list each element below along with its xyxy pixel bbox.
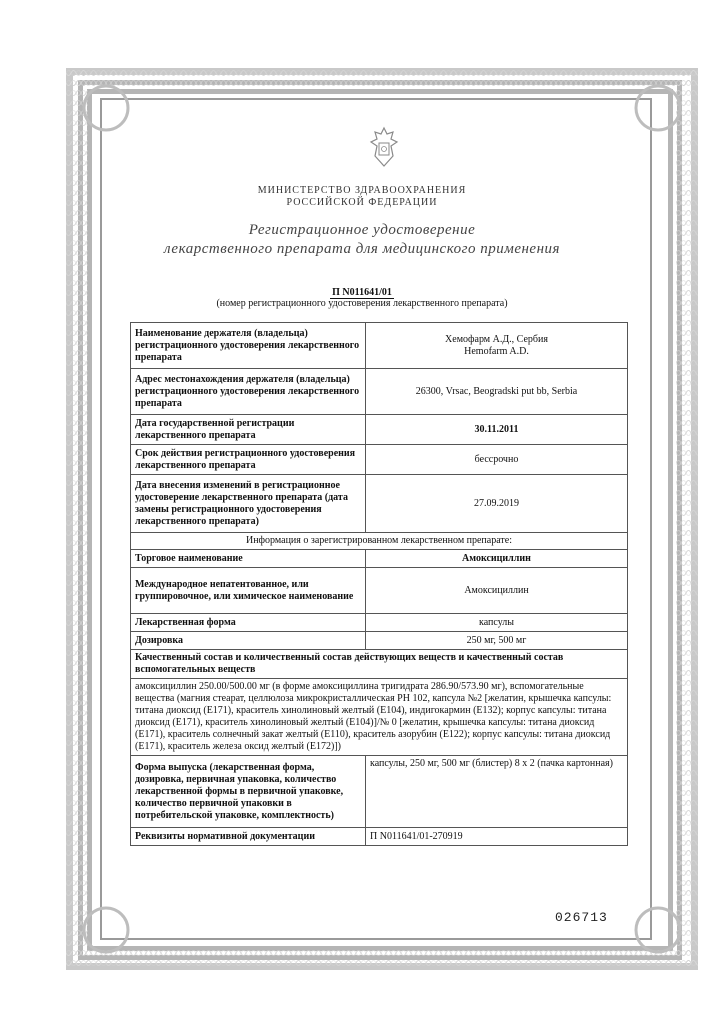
release-form-value: капсулы, 250 мг, 500 мг (блистер) 8 x 2 (пачка картонная)	[366, 756, 628, 828]
table-row	[131, 650, 628, 679]
registration-date-value: 30.11.2011	[366, 415, 628, 445]
ministry-name-line1: МИНИСТЕРСТВО ЗДРАВООХРАНЕНИЯ	[257, 185, 467, 196]
trade-name-label: Торговое наименование	[131, 550, 366, 568]
table-row	[131, 533, 628, 550]
table-row	[131, 632, 628, 650]
table-row	[131, 828, 628, 846]
table-row	[131, 415, 628, 445]
table-row	[131, 614, 628, 632]
info-heading: Информация о зарегистрированном лекарственном препарате:	[131, 533, 628, 550]
serial-number: 026713	[555, 910, 608, 925]
ministry-name-line2: РОССИЙСКОЙ ФЕДЕРАЦИИ	[286, 197, 438, 208]
table-row	[131, 550, 628, 568]
holder-value	[366, 323, 628, 369]
changes-date-value: 27.09.2019	[366, 475, 628, 533]
inn-value: Амоксициллин	[366, 568, 628, 614]
table-row	[131, 369, 628, 415]
table-row	[131, 756, 628, 828]
table-row	[131, 475, 628, 533]
dosage-value: 250 мг, 500 мг	[366, 632, 628, 650]
validity-value: бессрочно	[366, 445, 628, 475]
holder-label: Наименование держателя (владельца) регистрационного удостоверения лекарственного препарата	[131, 323, 366, 369]
document-title-line2: лекарственного препарата для медицинского применения	[164, 241, 560, 257]
inn-label: Международное непатентованное, или группировочное, или химическое наименование	[131, 568, 366, 614]
registration-number: П N011641/01	[332, 287, 392, 298]
holder-value-en: Hemofarm A.D.	[464, 345, 529, 357]
holder-value-ru: Хемофарм А.Д., Сербия	[445, 333, 548, 345]
registration-number-caption: (номер регистрационного удостоверения лекарственного препарата)	[216, 298, 508, 309]
composition-heading: Качественный состав и количественный состав действующих веществ и качественный состав вспомогательных веществ	[131, 650, 628, 679]
table-row	[131, 679, 628, 756]
table-row	[131, 323, 628, 369]
registration-date-label: Дата государственной регистрации лекарственного препарата	[131, 415, 366, 445]
table-row	[131, 445, 628, 475]
normative-docs-value: П N011641/01-270919	[366, 828, 628, 846]
changes-date-label: Дата внесения изменений в регистрационное удостоверение лекарственного препарата (дата замены регистрационного удостоверения лекарственного препарата)	[131, 475, 366, 533]
coat-of-arms-icon	[367, 126, 401, 170]
validity-label: Срок действия регистрационного удостоверения лекарственного препарата	[131, 445, 366, 475]
release-form-label: Форма выпуска (лекарственная форма, дозировка, первичная упаковка, количество лекарственной формы в первичной упаковке, количество первичной упаковки в потребительской упаковке, комплектность)	[131, 756, 366, 828]
trade-name-value: Амоксициллин	[366, 550, 628, 568]
registration-table	[130, 322, 628, 846]
dosage-label: Дозировка	[131, 632, 366, 650]
table-row	[131, 568, 628, 614]
dosage-form-label: Лекарственная форма	[131, 614, 366, 632]
normative-docs-label: Реквизиты нормативной документации	[131, 828, 366, 846]
document-title-line1: Регистрационное удостоверение	[248, 222, 476, 238]
address-value: 26300, Vrsac, Beogradski put bb, Serbia	[366, 369, 628, 415]
dosage-form-value: капсулы	[366, 614, 628, 632]
composition-text: амоксициллин 250.00/500.00 мг (в форме амоксициллина тригидрата 286.90/573.90 мг), вспомогательные вещества (магния стеарат, целлюлоза микрокристаллическая PH 102, капсула №2 [желатин, крышечка капсулы: титана диоксид (E171), краситель хинолиновый желтый (E104), индигокармин (E132); корпус капсулы: титана диоксид (E171), краситель хинолиновый желтый (E104)]/№ 0 [желатин, крышечка капсулы: титана диоксид (E171), краситель солнечный закат желтый (E110), краситель азорубин (E122); корпус капсулы: титана диоксид (E171), краситель железа оксид желтый (E172)])	[131, 679, 628, 756]
address-label: Адрес местонахождения держателя (владельца) регистрационного удостоверения лекарственного препарата	[131, 369, 366, 415]
